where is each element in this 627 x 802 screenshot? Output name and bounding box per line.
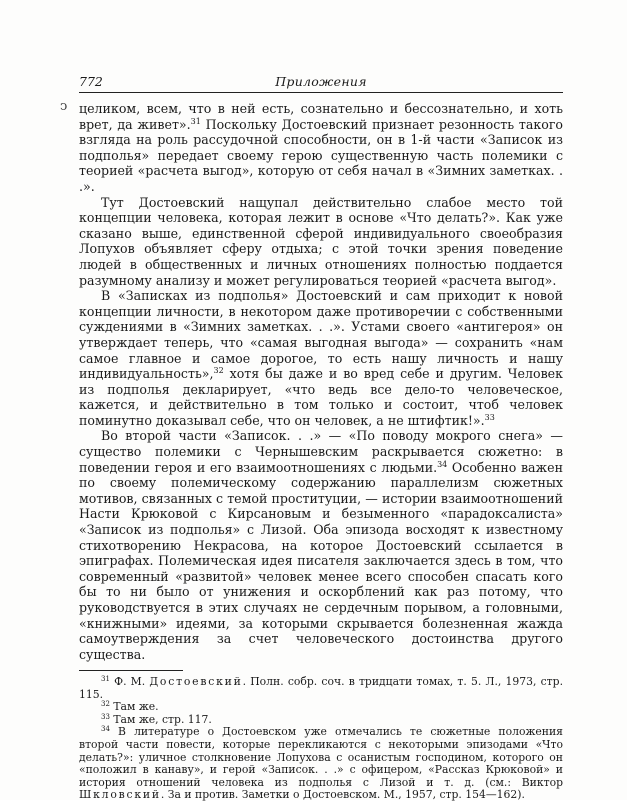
- footnote-text: Там же.: [113, 700, 159, 714]
- footnotes: [79, 676, 563, 802]
- paragraph: [79, 101, 563, 195]
- paragraph: [79, 288, 563, 428]
- page-header: [79, 74, 563, 90]
- footnote-text: В литературе о Достоевском уже отмечались те сюжетные положения второй части повести, которые перекликаются с некоторыми эпизодами «Что делать?»: уличное столкновение Лопухова с осанистым господином, которого он «положил в канаву», и герой «Записок. . .» с офицером, «Рассказ Крюковой» и история отношений человека из подполья с Лизой и т. д. (см.: Виктор: [79, 725, 563, 789]
- footnote-text: . Полн. собр. соч. в тридцати томах, т. 5. Л., 1973, стр. 115.: [79, 675, 563, 701]
- paragraph-text: Во второй части «Записок. . .» — «По поводу мокрого снега» — существо полемики с Чернышевским раскрывается сюжетно: в поведении героя и его взаимоотношениях с людьми.: [79, 428, 563, 475]
- footnote: [79, 676, 563, 701]
- running-head: Приложения: [275, 74, 367, 89]
- footnote-rule: [79, 670, 183, 671]
- paragraph-text: В «Записках из подполья» Достоевский и сам приходит к новой концепции личности, в некотором даже противоречии с собственными суждениями в «Зимних заметках. . .». Устами своего «антигероя» он утверждает теперь, что «самая выгодная выгода» — сохранить «нам самое главное и самое дорогое, то есть нашу личность и нашу индивидуальность»,: [79, 288, 563, 382]
- footnote-number: 31: [101, 675, 110, 683]
- page-number: 772: [79, 74, 103, 89]
- footnote-number: 32: [101, 700, 110, 709]
- paragraph-text: Тут Достоевский нащупал действительно слабое место той концепции человека, которая лежит в основе «Что делать?». Как уже сказано выше, единственной сферой индивидуального своеобразия Лопухов объявляет сферу отдыха; с этой точки зрения поведение людей в общественных и личных отношениях полностью поддается разумному анализу и может регулироваться теорией «расчета выгод».: [79, 194, 563, 288]
- paragraph-text: целиком, всем, что в ней есть, сознательно и бессознательно, и хоть врет, да живет».: [79, 101, 563, 132]
- header-rule: [79, 92, 563, 93]
- footnote-ref: 31: [190, 116, 201, 126]
- footnote-text: Ф. М.: [114, 675, 150, 688]
- footnote-text: Там же, стр. 117.: [113, 712, 212, 726]
- footnote-ref: 32: [213, 366, 224, 376]
- footnote: [79, 726, 563, 802]
- paragraph-text: хотя бы даже и во вред себе и другим. Человек из подполья декларирует, «что ведь все дело-то человеческое, кажется, и действительно в том только и состоит, чтоб человек поминутно доказывал себе, что он человек, а не штифтик!».: [79, 366, 563, 428]
- footnote-text: Шкловский: [79, 788, 161, 802]
- margin-mark: ↄ: [60, 99, 68, 114]
- paragraph-text: Особенно важен по своему полемическому содержанию параллелизм сюжетных мотивов, связанных с темой проституции, — истории взаимоотношений Насти Крюковой с Кирсановым и безыменного «парадоксалиста» «Записок из подполья» с Лизой. Оба эпизода восходят к известному стихотворению Некрасова, на которое Достоевский ссылается в эпиграфах. Полемическая идея писателя заключается здесь в том, что современный «развитой» человек менее всего способен спасать кого бы то ни было от унижения и оскорблений как раз потому, что руководствуется в этих случаях не сердечным порывом, а головными, «книжными» идеями, за которыми скрывается болезненная жажда самоутверждения за счет человеческого достоинства другого существа.: [79, 459, 563, 662]
- main-text: [79, 101, 563, 662]
- footnote-ref: 34: [437, 459, 448, 469]
- paragraph-text: Поскольку Достоевский признает резонность такого взгляда на роль рассудочной способности, он в 1-й части «Записок из подполья» передает своему герою существенную часть полемики с теорией «расчета выгод», которую от себя начал в «Зимних заметках. . .».: [79, 116, 564, 194]
- footnote-ref: 33: [484, 412, 495, 422]
- footnote-text: . За и против. Заметки о Достоевском. М., 1957, стр. 154—162).: [160, 788, 525, 802]
- footnote-text: Достоевский: [149, 675, 243, 688]
- paragraph: [79, 428, 563, 662]
- paragraph: [79, 195, 563, 289]
- footnote-number: 33: [101, 712, 110, 721]
- footnote-number: 34: [101, 725, 110, 734]
